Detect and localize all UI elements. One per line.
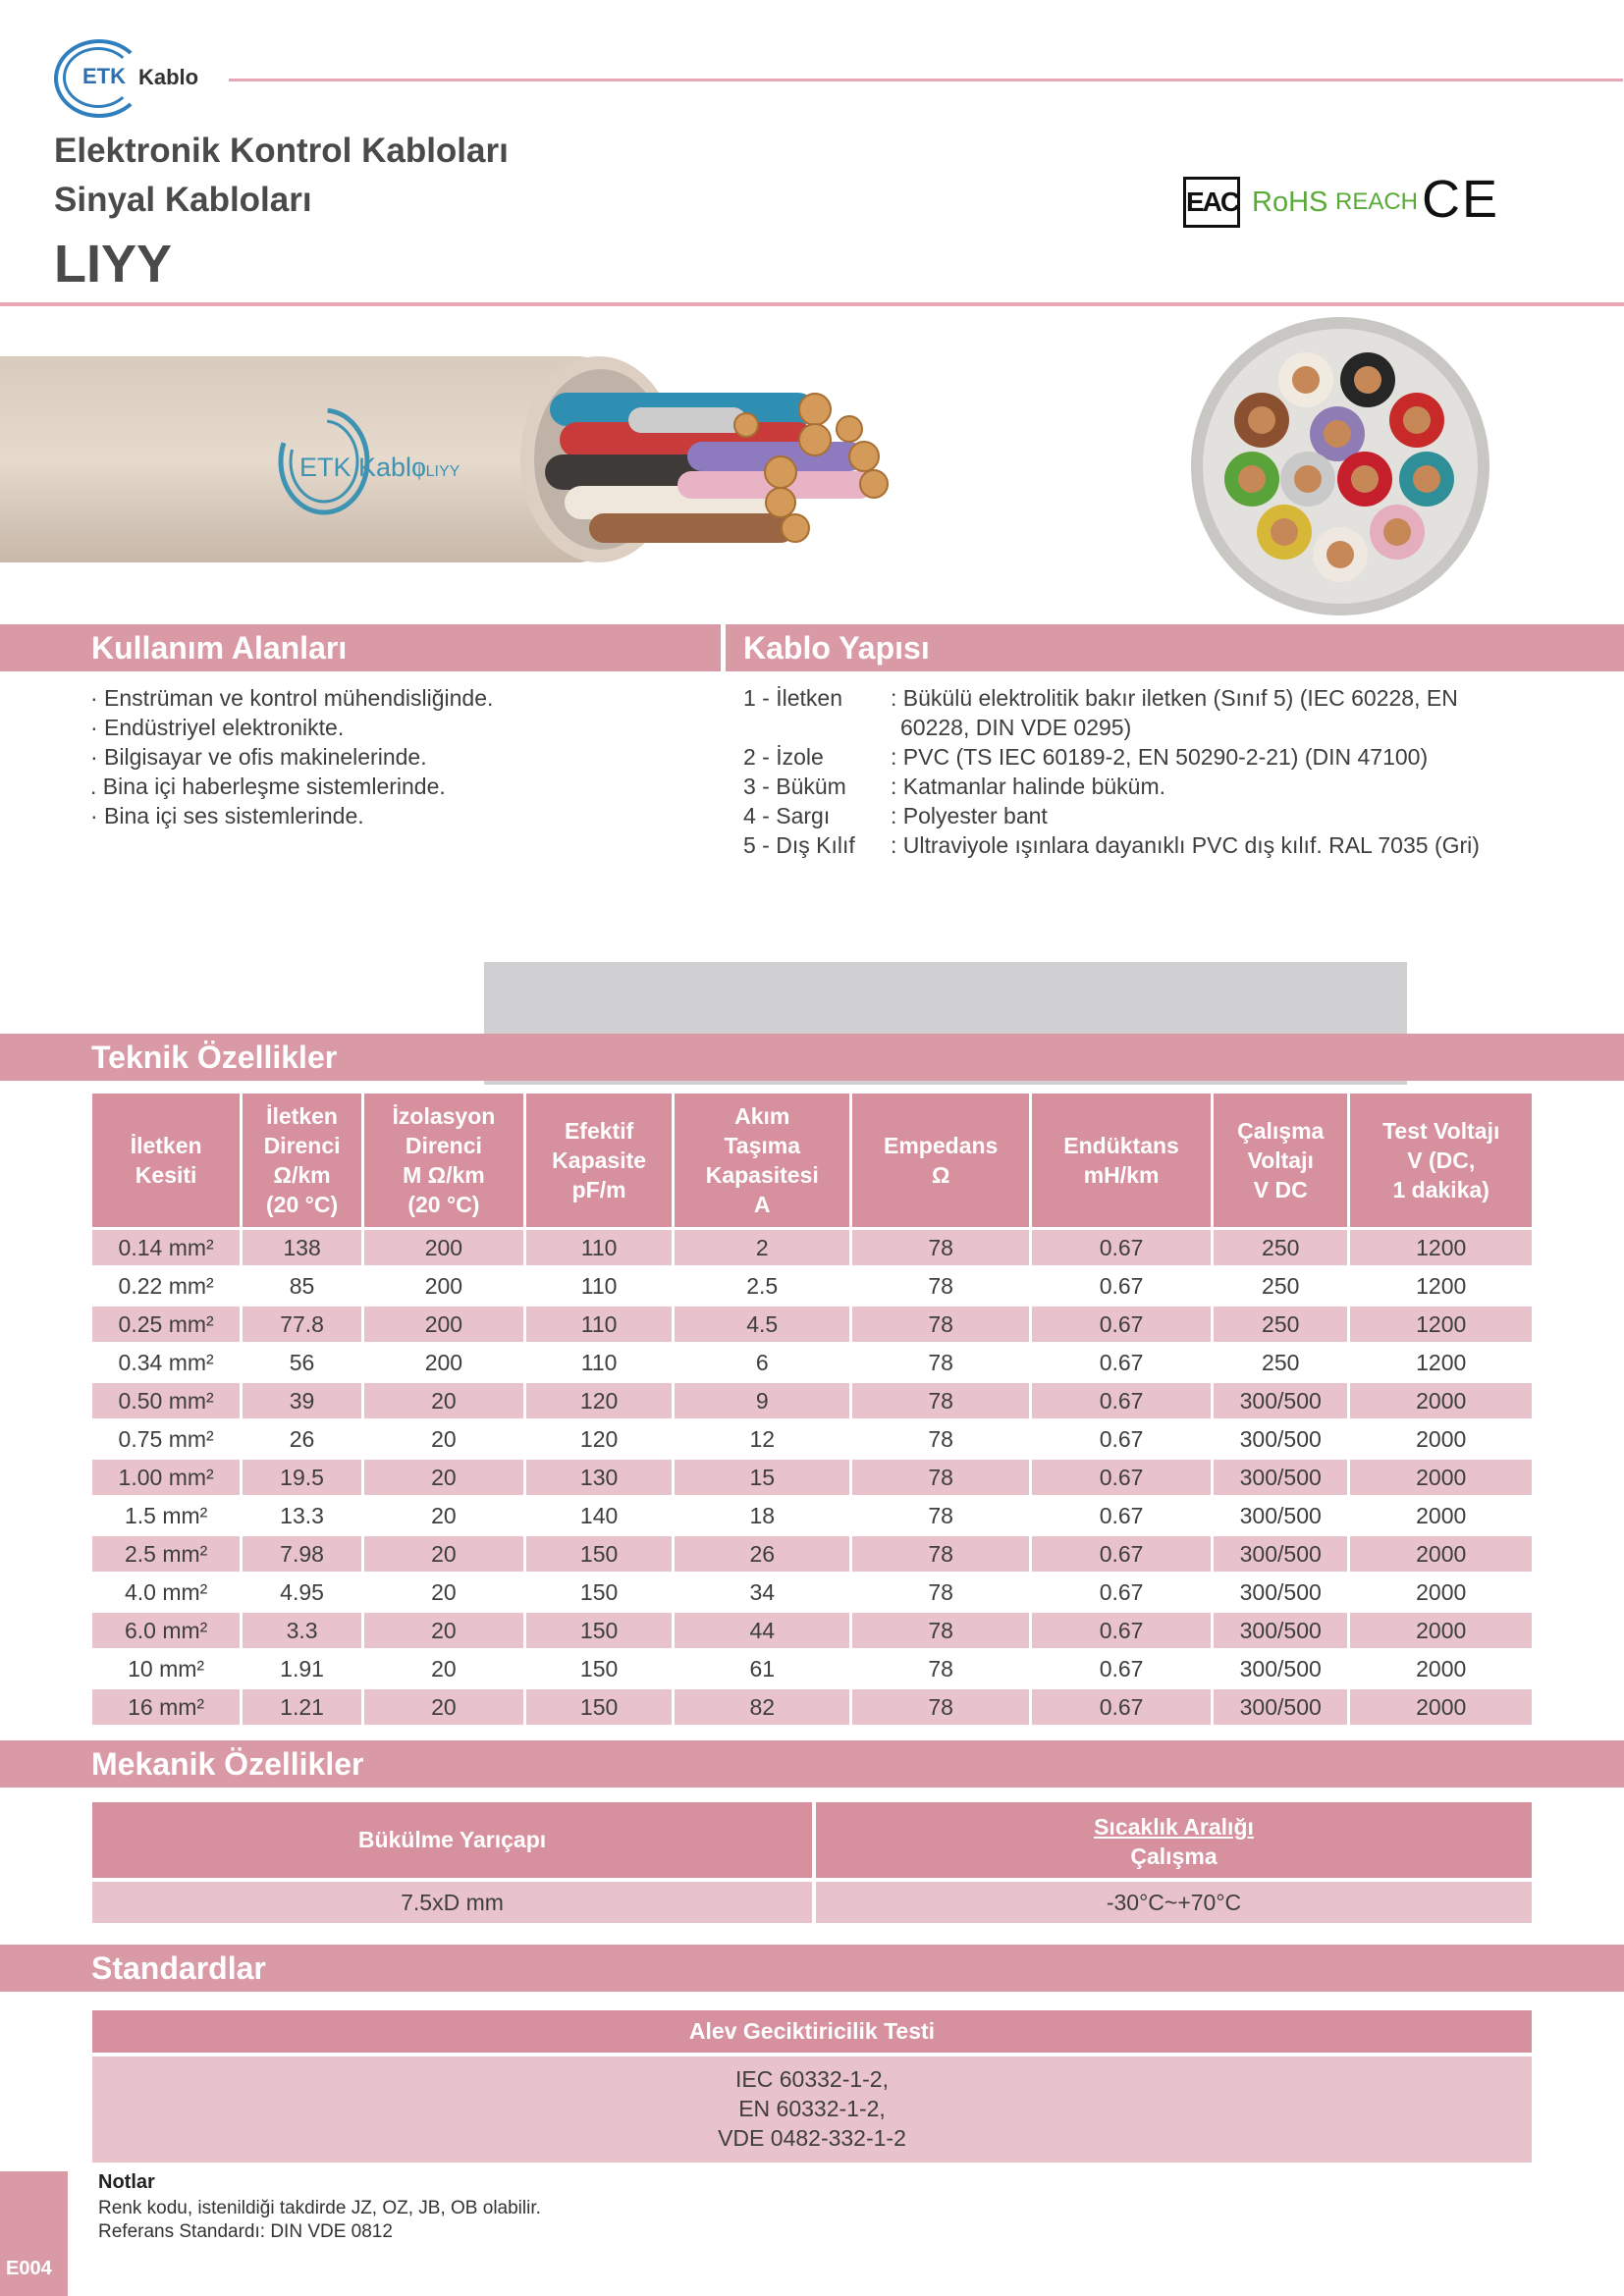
table-cell: 300/500: [1214, 1383, 1347, 1418]
table-cell: 2000: [1350, 1575, 1532, 1610]
table-cell: 78: [852, 1383, 1029, 1418]
table-cell: 20: [364, 1460, 523, 1495]
table-cell: 10 mm²: [92, 1651, 240, 1686]
technical-table: [89, 1091, 1535, 1728]
list-item: 3 - Büküm : Katmanlar halinde büküm.: [743, 774, 1165, 799]
table-row: [92, 1498, 1532, 1533]
table-cell: 12: [675, 1421, 849, 1457]
table-cell: 2000: [1350, 1536, 1532, 1572]
table-row: [92, 1651, 1532, 1686]
mechanical-section-header: Mekanik Özellikler: [0, 1740, 1624, 1788]
table-row: [92, 1383, 1532, 1418]
technical-section-header: Teknik Özellikler: [0, 1034, 1624, 1081]
table-cell: 61: [675, 1651, 849, 1686]
table-cell: 150: [526, 1536, 672, 1572]
table-cell: 78: [852, 1307, 1029, 1342]
notes-title: Notlar: [98, 2171, 155, 2193]
table-cell: 300/500: [1214, 1536, 1347, 1572]
column-header: İletken Direnci Ω/km (20 °C): [243, 1094, 361, 1227]
table-cell: 0.67: [1032, 1460, 1211, 1495]
table-cell: 120: [526, 1421, 672, 1457]
table-cell: 0.25 mm²: [92, 1307, 240, 1342]
table-cell: 44: [675, 1613, 849, 1648]
table-cell: 78: [852, 1575, 1029, 1610]
table-cell: 300/500: [1214, 1613, 1347, 1648]
table-cell: 15: [675, 1460, 849, 1495]
notes-line: Renk kodu, istenildiği takdirde JZ, OZ, JB, OB olabilir.: [98, 2198, 541, 2218]
table-cell: 0.67: [1032, 1268, 1211, 1304]
table-cell: 138: [243, 1230, 361, 1265]
table-cell: 0.67: [1032, 1307, 1211, 1342]
table-cell: 78: [852, 1460, 1029, 1495]
column-header: Empedans Ω: [852, 1094, 1029, 1227]
table-cell: 0.67: [1032, 1575, 1211, 1610]
list-item: 5 - Dış Kılıf : Ultraviyole ışınlara dayanıklı PVC dış kılıf. RAL 7035 (Gri): [743, 832, 1480, 858]
table-cell: 78: [852, 1536, 1029, 1572]
table-row: [92, 1536, 1532, 1572]
table-cell: 6: [675, 1345, 849, 1380]
table-cell: 0.67: [1032, 1498, 1211, 1533]
table-cell: 2000: [1350, 1651, 1532, 1686]
page-code-tab: [0, 2171, 68, 2296]
table-cell: 1200: [1350, 1230, 1532, 1265]
table-cell: 200: [364, 1268, 523, 1304]
table-cell: 77.8: [243, 1307, 361, 1342]
table-cell: 0.67: [1032, 1613, 1211, 1648]
table-cell: 0.50 mm²: [92, 1383, 240, 1418]
eac-icon: EAC: [1183, 177, 1240, 228]
table-cell: 300/500: [1214, 1689, 1347, 1725]
table-cell: 130: [526, 1460, 672, 1495]
table-cell: 120: [526, 1383, 672, 1418]
table-cell: 20: [364, 1689, 523, 1725]
flame-retardant-values: IEC 60332-1-2, EN 60332-1-2, VDE 0482-332-1-2: [92, 2056, 1532, 2163]
column-header: İzolasyon Direnci M Ω/km (20 °C): [364, 1094, 523, 1227]
table-cell: 0.14 mm²: [92, 1230, 240, 1265]
table-cell: 78: [852, 1268, 1029, 1304]
column-header: İletken Kesiti: [92, 1094, 240, 1227]
list-item: 60228, DIN VDE 0295): [900, 715, 1132, 740]
table-cell: 0.67: [1032, 1651, 1211, 1686]
table-cell: 250: [1214, 1345, 1347, 1380]
table-cell: 0.67: [1032, 1536, 1211, 1572]
table-cell: 20: [364, 1651, 523, 1686]
table-row: [92, 1307, 1532, 1342]
table-cell: 0.67: [1032, 1383, 1211, 1418]
table-cell: 200: [364, 1230, 523, 1265]
table-cell: 56: [243, 1345, 361, 1380]
header-rule: [229, 79, 1623, 81]
table-cell: 78: [852, 1689, 1029, 1725]
table-cell: 26: [675, 1536, 849, 1572]
table-cell: 78: [852, 1421, 1029, 1457]
table-cell: 1.21: [243, 1689, 361, 1725]
table-cell: 0.67: [1032, 1689, 1211, 1725]
column-header: Test Voltajı V (DC, 1 dakika): [1350, 1094, 1532, 1227]
structure-list: [743, 683, 1480, 860]
table-cell: 0.75 mm²: [92, 1421, 240, 1457]
table-cell: 110: [526, 1230, 672, 1265]
bend-radius-value: 7.5xD mm: [92, 1882, 812, 1923]
table-cell: 0.22 mm²: [92, 1268, 240, 1304]
table-cell: 200: [364, 1345, 523, 1380]
table-cell: 0.67: [1032, 1421, 1211, 1457]
table-cell: 250: [1214, 1230, 1347, 1265]
table-cell: 200: [364, 1307, 523, 1342]
table-cell: 150: [526, 1613, 672, 1648]
column-header: Efektif Kapasite pF/m: [526, 1094, 672, 1227]
table-cell: 0.34 mm²: [92, 1345, 240, 1380]
table-cell: 78: [852, 1345, 1029, 1380]
table-cell: 150: [526, 1651, 672, 1686]
svg-text:| LIYY: | LIYY: [417, 463, 460, 480]
table-cell: 3.3: [243, 1613, 361, 1648]
notes-line: Referans Standardı: DIN VDE 0812: [98, 2221, 393, 2242]
list-item: 1 - İletken : Bükülü elektrolitik bakır iletken (Sınıf 5) (IEC 60228, EN: [743, 685, 1458, 711]
table-cell: 20: [364, 1383, 523, 1418]
table-cell: 2.5: [675, 1268, 849, 1304]
usage-section-header: Kullanım Alanları: [0, 624, 721, 671]
table-cell: 4.95: [243, 1575, 361, 1610]
table-cell: 110: [526, 1345, 672, 1380]
table-cell: 16 mm²: [92, 1689, 240, 1725]
table-cell: 0.67: [1032, 1230, 1211, 1265]
table-cell: 1.5 mm²: [92, 1498, 240, 1533]
logo-etk-text: ETK: [82, 64, 126, 88]
column-header: Endüktans mH/km: [1032, 1094, 1211, 1227]
table-cell: 39: [243, 1383, 361, 1418]
table-cell: 110: [526, 1307, 672, 1342]
table-cell: 300/500: [1214, 1498, 1347, 1533]
list-item: 2 - İzole : PVC (TS IEC 60189-2, EN 50290-2-21) (DIN 47100): [743, 744, 1429, 770]
table-cell: 78: [852, 1498, 1029, 1533]
table-row: [92, 1268, 1532, 1304]
table-cell: 150: [526, 1575, 672, 1610]
table-cell: 85: [243, 1268, 361, 1304]
ce-mark-icon: CE: [1422, 170, 1500, 229]
list-item: · Bina içi ses sistemlerinde.: [90, 803, 364, 828]
table-row: [92, 1345, 1532, 1380]
table-cell: 20: [364, 1536, 523, 1572]
list-item: · Enstrüman ve kontrol mühendisliğinde.: [90, 685, 494, 711]
table-cell: 20: [364, 1613, 523, 1648]
table-cell: 4.5: [675, 1307, 849, 1342]
table-cell: 1200: [1350, 1345, 1532, 1380]
table-cell: 300/500: [1214, 1651, 1347, 1686]
table-cell: 0.67: [1032, 1345, 1211, 1380]
table-cell: 2000: [1350, 1498, 1532, 1533]
table-row: [92, 1575, 1532, 1610]
table-cell: 2000: [1350, 1689, 1532, 1725]
rohs-label: RoHS: [1252, 187, 1328, 218]
table-cell: 2000: [1350, 1383, 1532, 1418]
list-item: 4 - Sargı : Polyester bant: [743, 803, 1048, 828]
table-row: [92, 1613, 1532, 1648]
table-cell: 1.00 mm²: [92, 1460, 240, 1495]
table-cell: 78: [852, 1651, 1029, 1686]
table-cell: 18: [675, 1498, 849, 1533]
list-item: . Bina içi haberleşme sistemlerinde.: [90, 774, 446, 799]
logo-kablo-text: Kablo: [138, 65, 199, 89]
temperature-value: -30°C~+70°C: [816, 1882, 1532, 1923]
table-row: [92, 1421, 1532, 1457]
list-item: · Endüstriyel elektronikte.: [90, 715, 345, 740]
cable-print-text: ETK Kablo: [299, 453, 427, 482]
table-cell: 4.0 mm²: [92, 1575, 240, 1610]
table-cell: 2000: [1350, 1460, 1532, 1495]
table-cell: 20: [364, 1575, 523, 1610]
table-cell: 2000: [1350, 1421, 1532, 1457]
table-cell: 26: [243, 1421, 361, 1457]
table-cell: 9: [675, 1383, 849, 1418]
table-cell: 19.5: [243, 1460, 361, 1495]
table-cell: 1200: [1350, 1307, 1532, 1342]
list-item: · Bilgisayar ve ofis makinelerinde.: [90, 744, 427, 770]
product-title: LIYY: [54, 235, 173, 294]
table-cell: 2000: [1350, 1613, 1532, 1648]
table-cell: 300/500: [1214, 1575, 1347, 1610]
page-code: E004: [6, 2258, 52, 2279]
table-cell: 300/500: [1214, 1421, 1347, 1457]
table-cell: 13.3: [243, 1498, 361, 1533]
table-row: [92, 1689, 1532, 1725]
table-cell: 2.5 mm²: [92, 1536, 240, 1572]
table-cell: 7.98: [243, 1536, 361, 1572]
table-cell: 110: [526, 1268, 672, 1304]
table-cell: 250: [1214, 1307, 1347, 1342]
table-cell: 78: [852, 1613, 1029, 1648]
flame-retardant-header: Alev Geciktiricilik Testi: [92, 2010, 1532, 2053]
structure-section-header: Kablo Yapısı: [726, 624, 1624, 671]
cable-cross-section-image: [1188, 314, 1492, 618]
table-cell: 34: [675, 1575, 849, 1610]
reach-label: REACH: [1335, 188, 1419, 215]
table-row: [92, 1230, 1532, 1265]
section-rule: [0, 302, 1624, 306]
column-header: Akım Taşıma Kapasitesi A: [675, 1094, 849, 1227]
temperature-header: Sıcaklık Aralığı Çalışma: [816, 1802, 1532, 1878]
table-cell: 150: [526, 1689, 672, 1725]
table-cell: 6.0 mm²: [92, 1613, 240, 1648]
column-header: Çalışma Voltajı V DC: [1214, 1094, 1347, 1227]
table-cell: 300/500: [1214, 1460, 1347, 1495]
notes: [98, 2171, 541, 2243]
standards-section-header: Standardlar: [0, 1945, 1624, 1992]
table-cell: 250: [1214, 1268, 1347, 1304]
category-title: Elektronik Kontrol Kabloları: [54, 132, 509, 170]
subcategory-title: Sinyal Kabloları: [54, 181, 312, 219]
bend-radius-header: Bükülme Yarıçapı: [92, 1802, 812, 1878]
table-cell: 82: [675, 1689, 849, 1725]
table-cell: 20: [364, 1498, 523, 1533]
table-cell: 1.91: [243, 1651, 361, 1686]
table-cell: 20: [364, 1421, 523, 1457]
usage-list: [90, 683, 493, 830]
table-cell: 1200: [1350, 1268, 1532, 1304]
table-cell: 2: [675, 1230, 849, 1265]
table-row: [92, 1460, 1532, 1495]
table-cell: 140: [526, 1498, 672, 1533]
table-cell: 78: [852, 1230, 1029, 1265]
cable-product-image: [0, 348, 943, 574]
